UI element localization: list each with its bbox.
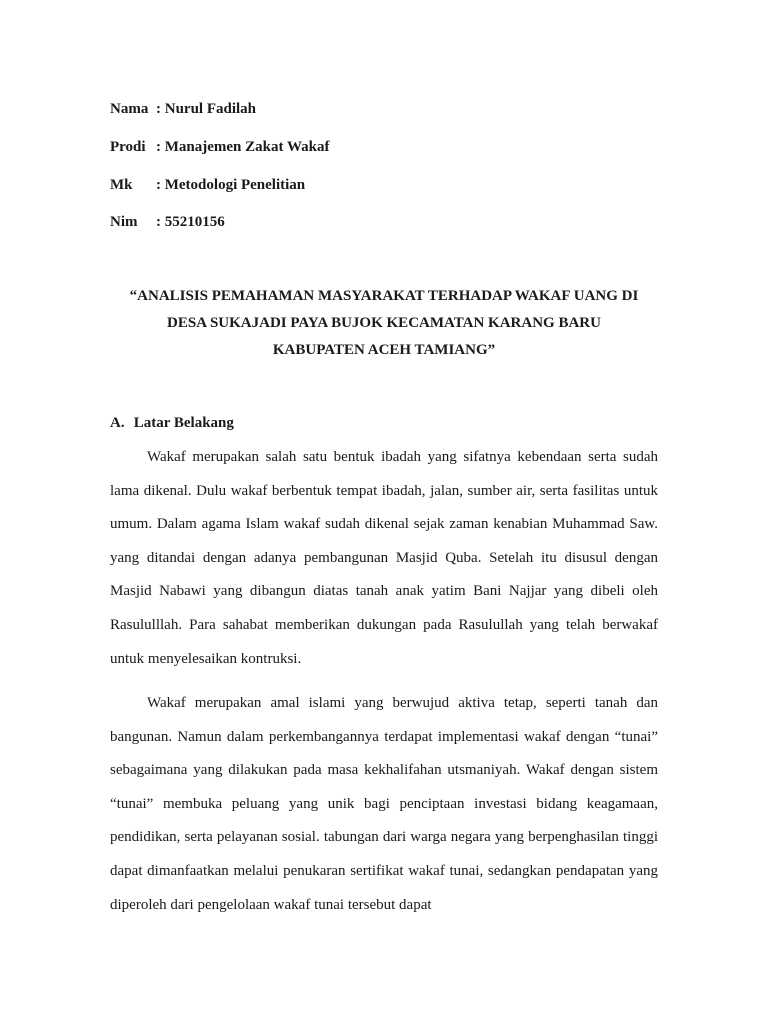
info-label-nim: Nim bbox=[110, 214, 138, 230]
info-value-nama: : Nurul Fadilah bbox=[156, 101, 257, 117]
info-label-prodi: Prodi bbox=[110, 139, 146, 155]
section-title: Latar Belakang bbox=[133, 415, 234, 431]
section-heading bbox=[110, 415, 234, 432]
document-title-line-3: KABUPATEN ACEH TAMIANG” bbox=[272, 342, 496, 358]
info-row-prodi bbox=[110, 139, 329, 156]
section-number: A. bbox=[110, 415, 125, 431]
document-title-line-2: DESA SUKAJADI PAYA BUJOK KECAMATAN KARANG BARU bbox=[167, 315, 601, 331]
document-title-line-1: “ANALISIS PEMAHAMAN MASYARAKAT TERHADAP WAKAF UANG DI bbox=[129, 288, 639, 304]
info-value-nim: : 55210156 bbox=[156, 214, 225, 230]
body-paragraph-2: Wakaf merupakan amal islami yang berwujud aktiva tetap, seperti tanah dan bangunan. Namun dalam perkembangannya terdapat implementasi wakaf dengan “tunai” sebagaimana yang dilakukan pada masa kekhalifahan utsmaniyah. Wakaf dengan sistem “tunai” membuka peluang yang unik bagi penciptaan investasi bidang keagamaan, pendidikan, serta pelayanan sosial. tabungan dari warga negara yang berpenghasilan tinggi dapat dimanfaatkan melalui penukaran sertifikat wakaf tunai, sedangkan pendapatan yang diperoleh dari pengelolaan wakaf tunai tersebut dapat bbox=[110, 695, 658, 913]
info-value-prodi: : Manajemen Zakat Wakaf bbox=[156, 139, 330, 155]
info-row-nama bbox=[110, 101, 256, 118]
info-row-mk bbox=[110, 177, 305, 194]
info-label-mk: Mk bbox=[110, 177, 133, 193]
info-value-mk: : Metodologi Penelitian bbox=[156, 177, 306, 193]
body-paragraph-1: Wakaf merupakan salah satu bentuk ibadah yang sifatnya kebendaan serta sudah lama dikenal. Dulu wakaf berbentuk tempat ibadah, jalan, sumber air, serta fasilitas untuk umum. Dalam agama Islam wakaf sudah dikenal sejak zaman kenabian Muhammad Saw. yang ditandai dengan adanya pembangunan Masjid Quba. Setelah itu disusul dengan Masjid Nabawi yang dibangun diatas tanah anak yatim Bani Najjar yang dibeli oleh Rasululllah. Para sahabat memberikan dukungan pada Rasulullah yang telah berwakaf untuk menyelesaikan kontruksi. bbox=[110, 449, 658, 667]
info-label-nama: Nama bbox=[110, 101, 149, 117]
info-row-nim bbox=[110, 214, 225, 231]
